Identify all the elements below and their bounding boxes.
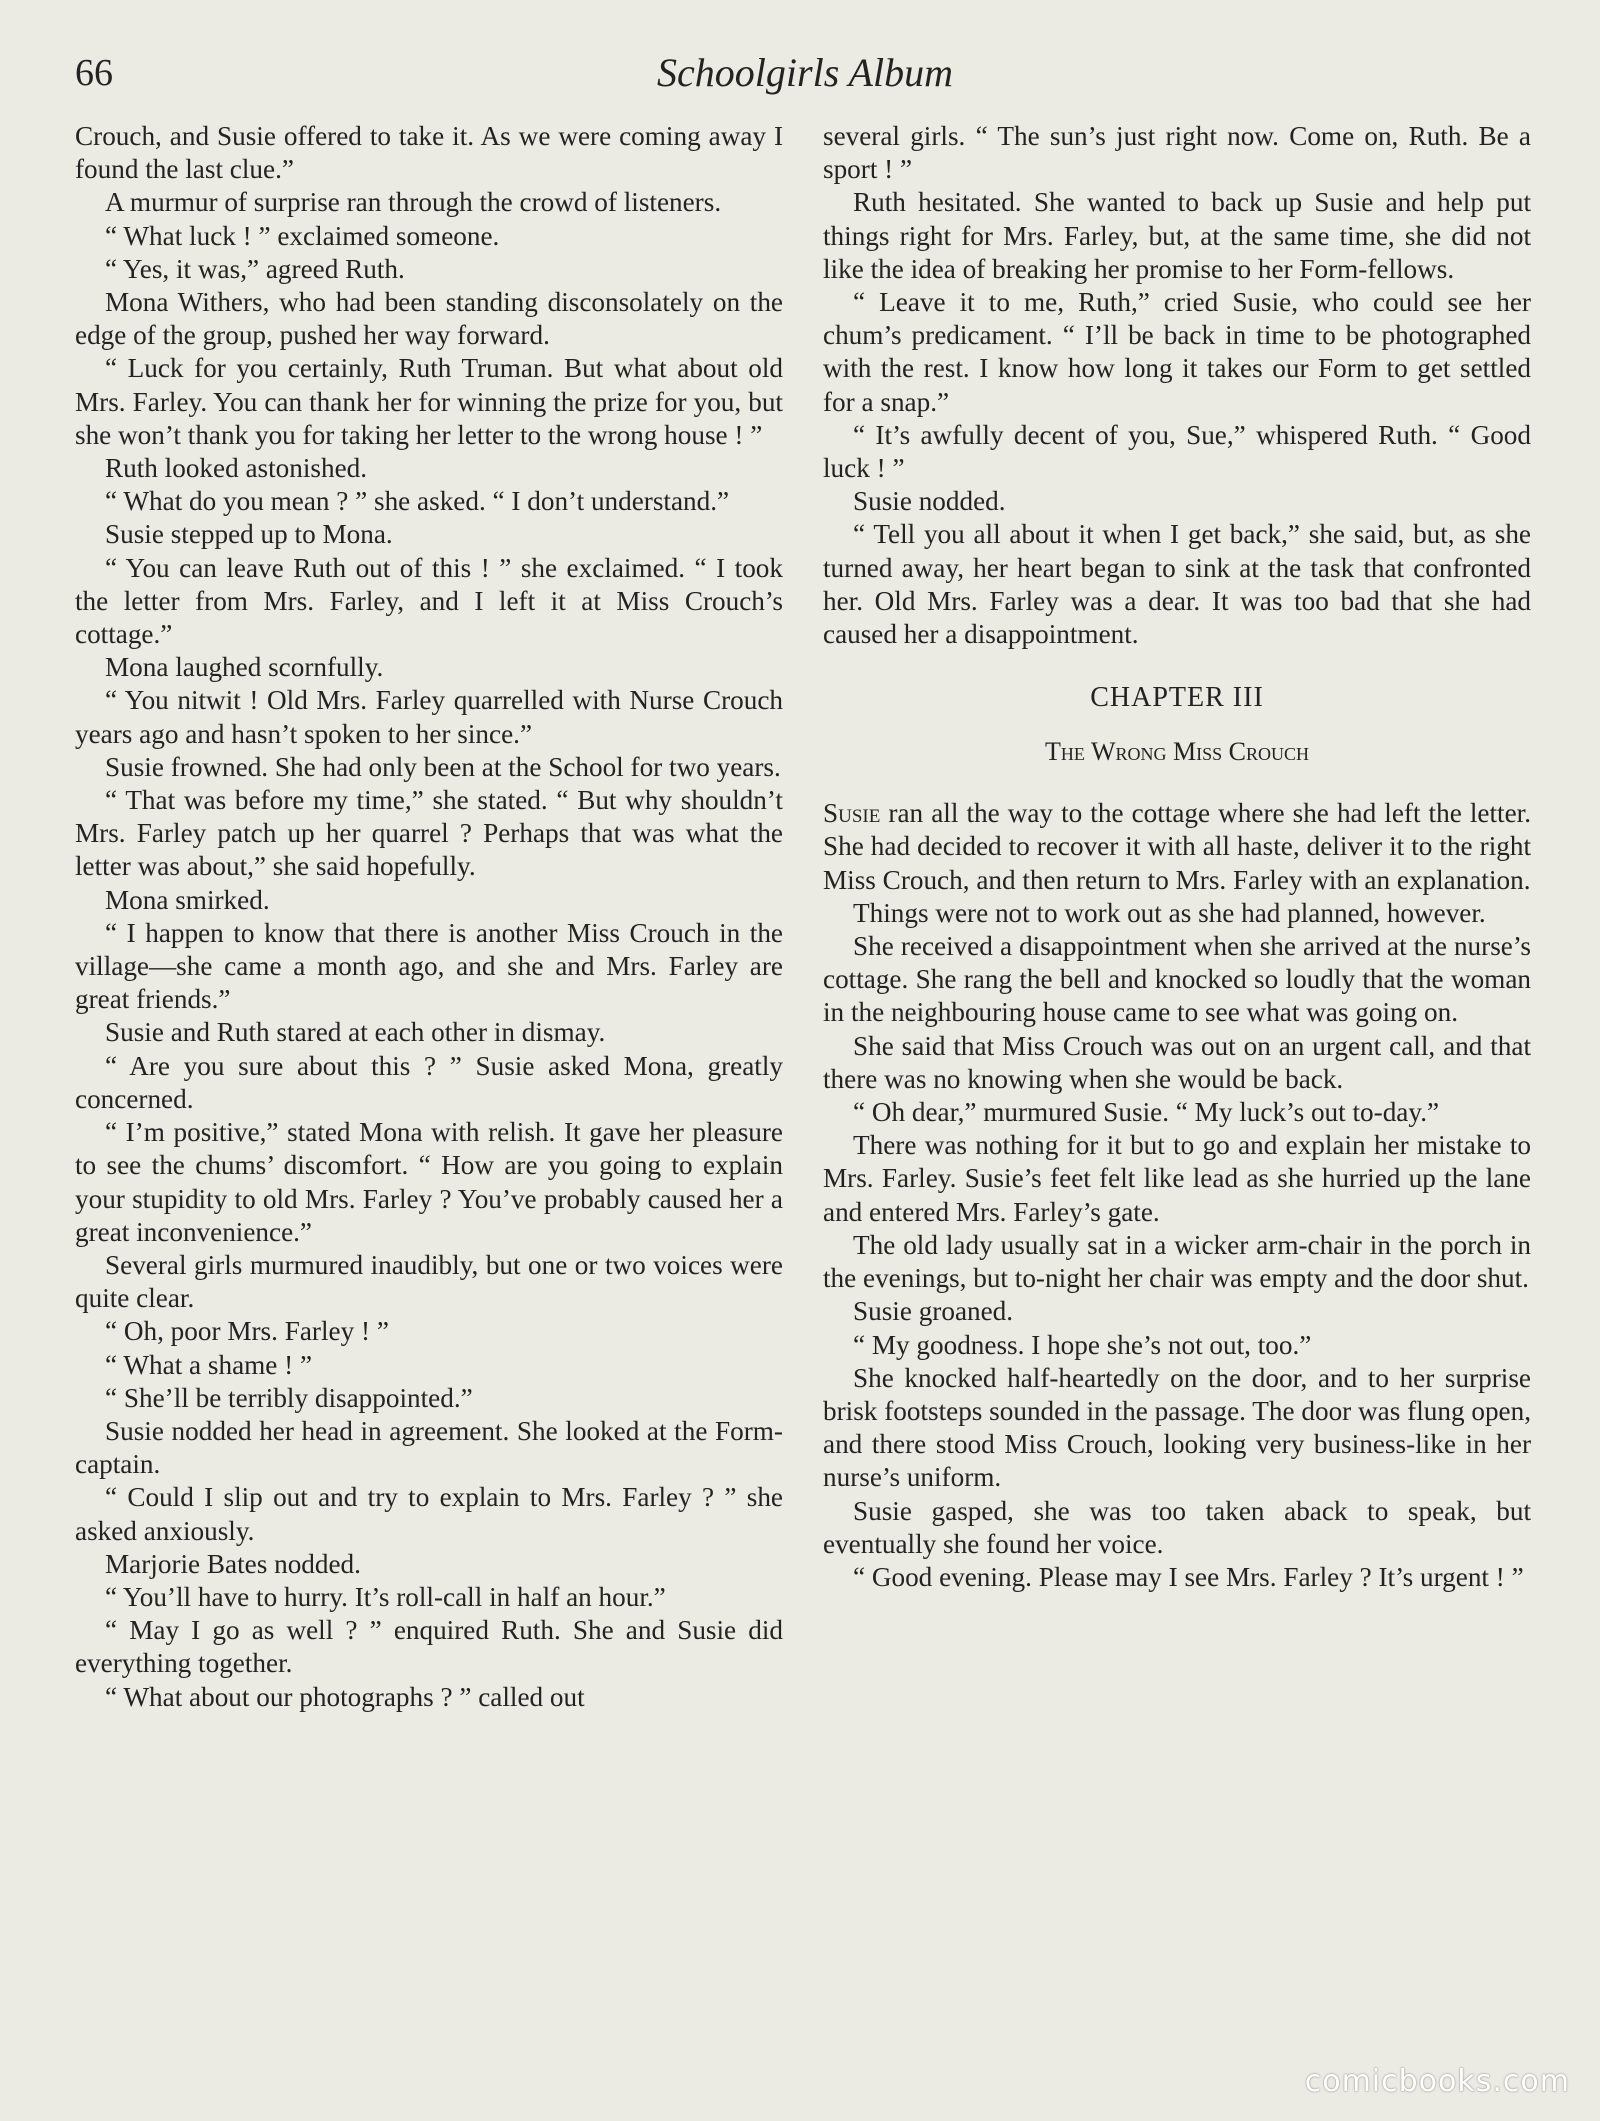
paragraph: A murmur of surprise ran through the crowd of listeners. [105, 187, 722, 218]
paragraph: “ Leave it to me, Ruth,” cried Susie, who could see her chum’s predicament. “ I’ll be back in time to be photographed with the rest. I know how long it takes our Form to get settled for a snap.” [823, 287, 1531, 417]
paragraph: Susie and Ruth stared at each other in dismay. [105, 1017, 606, 1048]
paragraph: Susie frowned. She had only been at the School for two years. [105, 751, 781, 782]
paragraph: Susie groaned. [853, 1296, 1014, 1327]
paragraph: Things were not to work out as she had planned, however. [853, 897, 1486, 928]
paragraph: “ What luck ! ” exclaimed someone. [105, 220, 500, 251]
paragraph: “ Luck for you certainly, Ruth Truman. But what about old Mrs. Farley. You can thank her for winning the prize for you, but she won’t thank you for taking her letter to the wrong house ! ” [75, 353, 783, 450]
chapter-subtitle: The Wrong Miss Crouch [1045, 737, 1309, 767]
pre-chapter-text [823, 120, 1531, 651]
paragraph: She said that Miss Crouch was out on an urgent call, and that there was no knowing when she would be back. [823, 1030, 1531, 1094]
paragraph: “ She’ll be terribly disappointed.” [105, 1382, 473, 1413]
paragraph: Susie nodded her head in agreement. She looked at the Form-captain. [75, 1415, 783, 1480]
paragraph: She knocked half-heartedly on the door, and to her surprise brisk footsteps sounded in the passage. The door was flung open, and there stood Miss Crouch, looking very business-like in her nurse’s uniform. [823, 1362, 1531, 1493]
paragraph: “ Good evening. Please may I see Mrs. Farley ? It’s urgent ! ” [853, 1561, 1524, 1592]
paragraph: Mona laughed scornfully. [105, 652, 384, 683]
page-header [75, 48, 1535, 98]
paragraph: “ I’m positive,” stated Mona with relish. It gave her pleasure to see the chums’ discomfort. “ How are you going to explain your stupidity to old Mrs. Farley ? You’ve probably caused her a great inconvenience.” [75, 1117, 783, 1247]
paragraph: Mona smirked. [105, 884, 270, 915]
paragraph: “ Tell you all about it when I get back,” she said, but, as she turned away, her heart began to sink at the task that confronted her. Old Mrs. Farley was a dear. It was too bad that she had caused her a disappointment. [823, 519, 1531, 650]
paragraph: “ Are you sure about this ? ” Susie asked Mona, greatly concerned. [75, 1050, 783, 1114]
paragraph: “ What do you mean ? ” she asked. “ I don’t understand.” [105, 486, 730, 517]
running-title: Schoolgirls Album [657, 50, 953, 95]
paragraph: Ruth hesitated. She wanted to back up Susie and help put things right for Mrs. Farley, but, at the same time, she did not like the idea of breaking her promise to her Form-fellows. [823, 187, 1531, 284]
paragraph: There was nothing for it but to go and explain her mistake to Mrs. Farley. Susie’s feet felt like lead as she hurried up the lane and entered Mrs. Farley’s gate. [823, 1130, 1531, 1227]
paragraph: Several girls murmured inaudibly, but one or two voices were quite clear. [75, 1249, 783, 1314]
watermark: comicbooks.com [1304, 2064, 1570, 2099]
paragraph: “ Yes, it was,” agreed Ruth. [105, 253, 405, 284]
paragraph: Mona Withers, who had been standing disconsolately on the edge of the group, pushed her way forward. [75, 287, 783, 351]
paragraph: “ Oh, poor Mrs. Farley ! ” [105, 1316, 389, 1347]
paragraph: “ What about our photographs ? ” called out [105, 1681, 585, 1712]
paragraph: Susie gasped, she was too taken aback to speak, but eventually she found her voice. [823, 1495, 1531, 1559]
opening-rest: ran all the way to the cottage where she had left the letter. She had decided to recover it with all haste, deliver it to the right Miss Crouch, and then return to Mrs. Farley with an explanation. [823, 798, 1531, 895]
paragraph: “ That was before my time,” she stated. “ But why shouldn’t Mrs. Farley patch up her quarrel ? Perhaps that was what the letter was about,” she said hopefully. [75, 785, 783, 882]
paragraph: several girls. “ The sun’s just right now. Come on, Ruth. Be a sport ! ” [823, 121, 1531, 185]
page-number: 66 [75, 52, 113, 94]
paragraph: Crouch, and Susie offered to take it. As we were coming away I found the last clue.” [75, 121, 783, 185]
paragraph: Susie stepped up to Mona. [105, 519, 393, 550]
paragraph: “ My goodness. I hope she’s not out, too.” [853, 1329, 1312, 1360]
paragraph: She received a disappointment when she arrived at the nurse’s cottage. She rang the bell and knocked so loudly that the woman in the neighbouring house came to see what was going on. [823, 931, 1531, 1028]
post-chapter-text [823, 897, 1531, 1594]
paragraph: Marjorie Bates nodded. [105, 1548, 361, 1579]
paragraph: “ It’s awfully decent of you, Sue,” whispered Ruth. “ Good luck ! ” [823, 419, 1531, 484]
paragraph: Ruth looked astonished. [105, 453, 368, 484]
opening-word: Susie [823, 798, 881, 829]
chapter-opening-paragraph [823, 797, 1531, 897]
paragraph: “ Oh dear,” murmured Susie. “ My luck’s out to-day.” [853, 1097, 1440, 1128]
paragraph: The old lady usually sat in a wicker arm-chair in the porch in the evenings, but to-night her chair was empty and the door shut. [823, 1229, 1531, 1294]
left-text-column [75, 120, 783, 1714]
paragraph: “ Could I slip out and try to explain to Mrs. Farley ? ” she asked anxiously. [75, 1482, 783, 1546]
paragraph: “ You can leave Ruth out of this ! ” she exclaimed. “ I took the letter from Mrs. Farley, and I left it at Miss Crouch’s cottage.” [75, 552, 783, 650]
chapter-heading: CHAPTER III [1090, 682, 1264, 714]
paragraph: “ You’ll have to hurry. It’s roll-call in half an hour.” [105, 1581, 666, 1612]
paragraph: “ May I go as well ? ” enquired Ruth. She and Susie did everything together. [75, 1615, 783, 1679]
paragraph: “ You nitwit ! Old Mrs. Farley quarrelled with Nurse Crouch years ago and hasn’t spoken to her since.” [75, 685, 783, 749]
paragraph: “ I happen to know that there is another Miss Crouch in the village—she came a month ago, and she and Mrs. Farley are great friends.” [75, 917, 783, 1015]
right-text-column [823, 120, 1531, 1594]
paragraph: Susie nodded. [853, 486, 1006, 517]
paragraph: “ What a shame ! ” [105, 1349, 313, 1380]
